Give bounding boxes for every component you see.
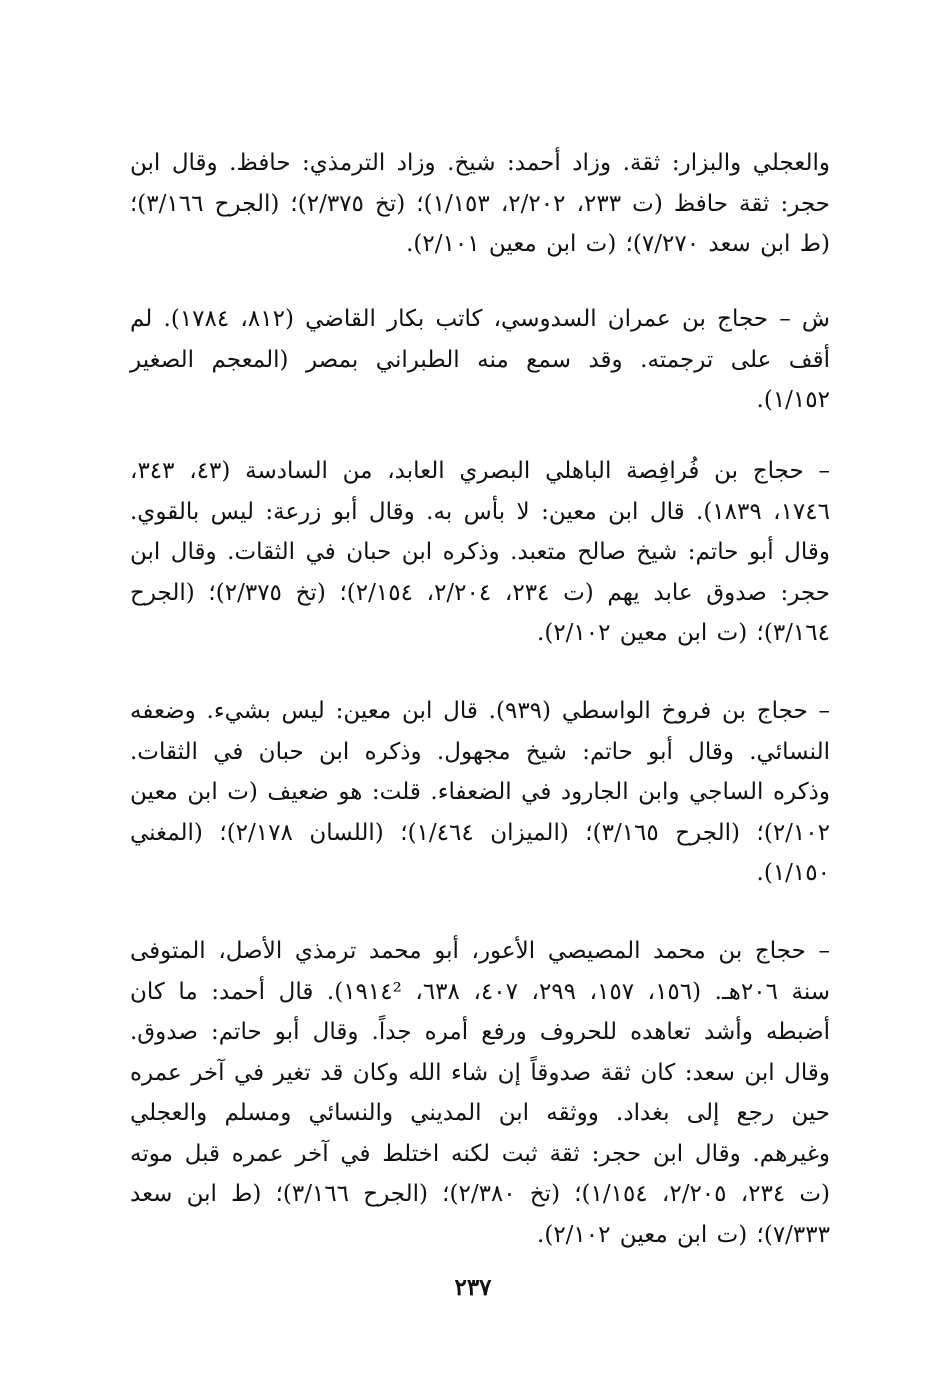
paragraph-hajjaj-ibn-furafisa: – حجاج بن فُرافِصة الباهلي البصري العابد، من السادسة (٤٣، ٣٤٣، ١٧٤٦، ١٨٣٩). قال ابن معين: لا بأس به. وقال أبو زرعة: ليس بالقوي. وقال أبو حاتم: شيخ صالح متعبد. وذكره ابن حبان في الثقات. وقال ابن حجر: صدوق عابد يهم (ت ٢٣٤، ٢/٢٠٤، ٢/١٥٤)؛ (تخ ٢/٣٧٥)؛ (الجرح ٣/١٦٤)؛ (ت ابن معين ٢/١٠٢). [130, 458, 831, 646]
paragraph-hajjaj-ibn-imran: ش – حجاج بن عمران السدوسي، كاتب بكار القاضي (٨١٢، ١٧٨٤). لم أقف على ترجمته. وقد سمع منه الطبراني بمصر (المعجم الصغير ١/١٥٢). [130, 306, 830, 413]
paragraph-continuation: والعجلي والبزار: ثقة. وزاد أحمد: شيخ. وزاد الترمذي: حافظ. وقال ابن حجر: ثقة حافظ (ت ٢٣٣، ٢/٢٠٢، ١/١٥٣)؛ (تخ ٢/٣٧٥)؛ (الجرح ٣/١٦٦)؛ (ط ابن سعد ٧/٢٧٠)؛ (ت ابن معين ٢/١٠١). [130, 150, 831, 257]
page-number: ٢٣٧ [454, 1274, 492, 1301]
paragraph-hajjaj-ibn-muhammad: – حجاج بن محمد المصيصي الأعور، أبو محمد ترمذي الأصل، المتوفى سنة ٢٠٦هـ. (١٥٦، ١٥٧، ٢٩٩، ٤٠٧، ٦٣٨، ١٩١٤²). قال أحمد: ما كان أضبطه وأشد تعاهده للحروف ورفع أمره جداً. وقال أبو حاتم: صدوق. وقال ابن سعد: كان ثقة صدوقاً إن شاء الله وكان قد تغير في آخر عمره حين رجع إلى بغداد. ووثقه ابن المديني والنسائي ومسلم والعجلي وغيرهم. وقال ابن حجر: ثقة ثبت لكنه اختلط في آخر عمره قبل موته (ت ٢٣٤، ٢/٢٠٥، ١/١٥٤)؛ (تخ ٢/٣٨٠)؛ (الجرح ٣/١٦٦)؛ (ط ابن سعد ٧/٣٣٣)؛ (ت ابن معين ٢/١٠٢). [130, 938, 831, 1248]
paragraph-hajjaj-ibn-farrukh: – حجاج بن فروخ الواسطي (٩٣٩). قال ابن معين: ليس بشيء. وضعفه النسائي. وقال أبو حاتم: شيخ مجهول. وذكره ابن حبان في الثقات. وذكره الساجي وابن الجارود في الضعفاء. قلت: هو ضعيف (ت ابن معين ٢/١٠٢)؛ (الجرح ٣/١٦٥)؛ (الميزان ١/٤٦٤)؛ (اللسان ٢/١٧٨)؛ (المغني ١/١٥٠). [130, 698, 830, 886]
